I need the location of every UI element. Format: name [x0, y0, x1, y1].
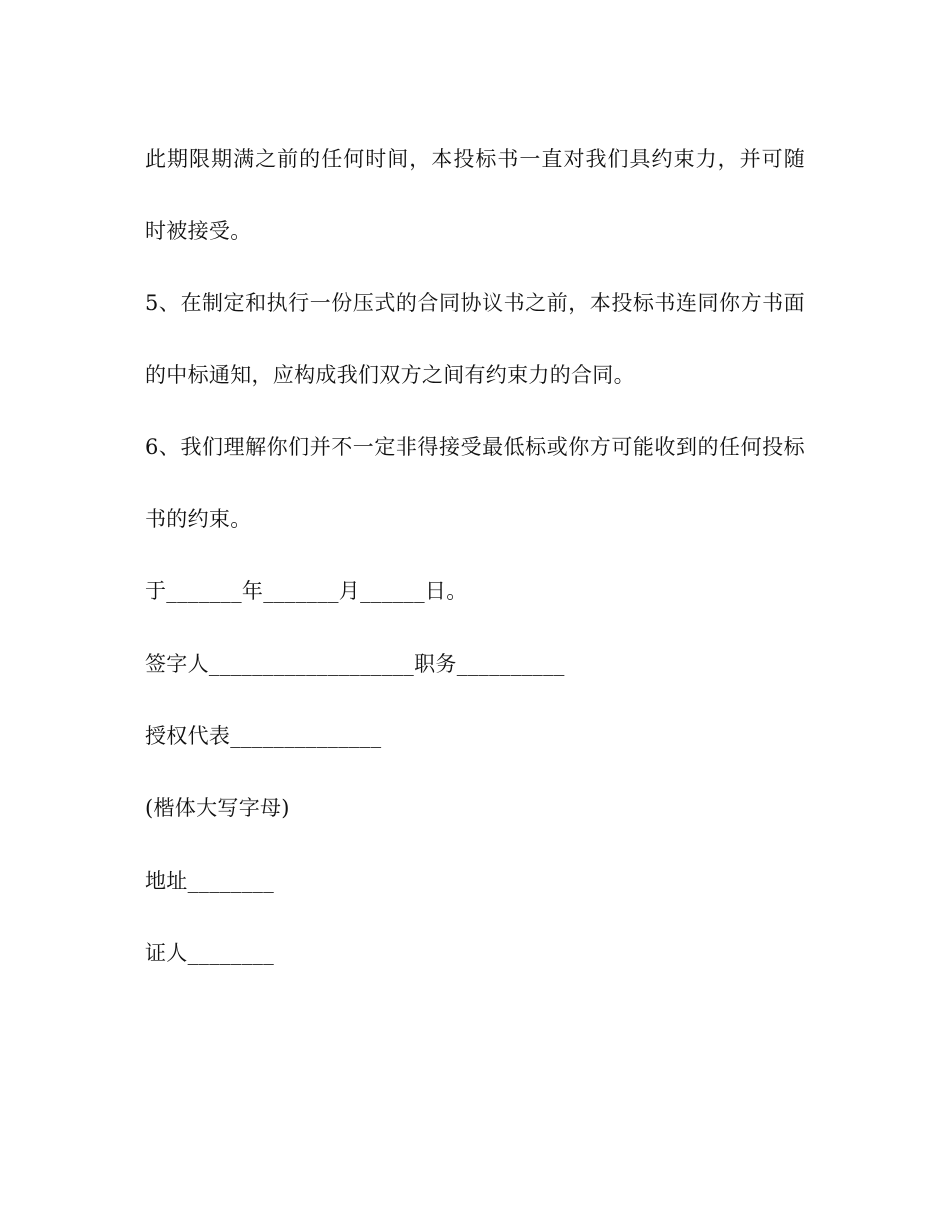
address-line: 地址________ — [145, 869, 274, 893]
clause-6-line: 6、我们理解你们并不一定非得接受最低标或你方可能收到的任何投标 — [145, 435, 805, 459]
paragraph-line-validity-end: 时被接受。 — [145, 219, 252, 243]
authorized-representative-line: 授权代表______________ — [145, 724, 382, 748]
date-line: 于_______年_______月______日。 — [145, 579, 468, 603]
clause-6-line-end: 书的约束。 — [145, 507, 252, 531]
clause-5-line: 5、在制定和执行一份压式的合同协议书之前，本投标书连同你方书面 — [145, 291, 805, 315]
paragraph-line-validity: 此期限期满之前的任何时间，本投标书一直对我们具约束力，并可随 — [145, 147, 805, 171]
signatory-line: 签字人___________________职务__________ — [145, 652, 565, 676]
block-letters-note: (楷体大写字母) — [145, 796, 290, 820]
witness-line: 证人________ — [145, 941, 274, 965]
clause-5-line-end: 的中标通知，应构成我们双方之间有约束力的合同。 — [145, 363, 635, 387]
